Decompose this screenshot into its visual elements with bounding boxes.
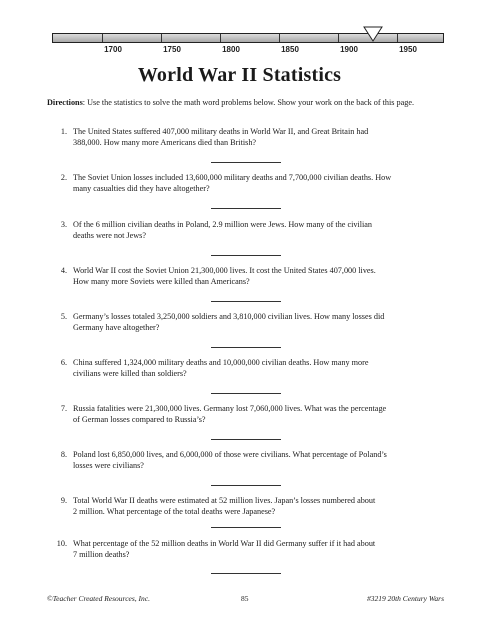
question-number: 1. bbox=[60, 127, 67, 136]
answer-line[interactable] bbox=[211, 255, 281, 256]
question-line: Germany’s losses totaled 3,250,000 soldiers and 3,810,000 civilian lives. How many losses did bbox=[73, 312, 385, 321]
question-line: many casualties did they have altogether? bbox=[73, 184, 210, 193]
question-text bbox=[73, 449, 453, 471]
question-line: China suffered 1,324,000 military deaths and 10,000,000 civilian deaths. How many more bbox=[73, 358, 369, 367]
question-number: 4. bbox=[60, 266, 67, 275]
answer-line[interactable] bbox=[211, 347, 281, 348]
directions bbox=[47, 97, 447, 108]
timeline-tick bbox=[102, 34, 103, 42]
directions-text: : Use the statistics to solve the math word problems below. Show your work on the back of this page. bbox=[82, 98, 415, 107]
question-text bbox=[73, 219, 453, 241]
question-number: 6. bbox=[60, 358, 67, 367]
question-line: How many more Soviets were killed than Americans? bbox=[73, 277, 250, 286]
answer-line[interactable] bbox=[211, 162, 281, 163]
question-number: 5. bbox=[60, 312, 67, 321]
question-line: civilians were killed than soldiers? bbox=[73, 369, 187, 378]
timeline-label: 1700 bbox=[104, 45, 122, 54]
answer-line[interactable] bbox=[211, 208, 281, 209]
footer-book-title: #3219 20th Century Wars bbox=[366, 594, 444, 603]
timeline-label: 1850 bbox=[281, 45, 299, 54]
question-line: 2 million. What percentage of the total deaths were Japanese? bbox=[73, 507, 276, 516]
question-number: 3. bbox=[60, 220, 67, 229]
timeline-tick bbox=[397, 34, 398, 42]
question-line: 388,000. How many more Americans died than British? bbox=[73, 138, 257, 147]
question-line: The United States suffered 407,000 military deaths in World War II, and Great Britain had bbox=[73, 127, 369, 136]
question-number: 9. bbox=[60, 496, 67, 505]
question-number: 7. bbox=[60, 404, 67, 413]
timeline-tick bbox=[220, 34, 221, 42]
question-line: Russia fatalities were 21,300,000 lives. Germany lost 7,060,000 lives. What was the percentage bbox=[73, 404, 387, 413]
question-text bbox=[73, 126, 453, 148]
footer-copyright: ©Teacher Created Resources, Inc. bbox=[47, 594, 150, 603]
answer-line[interactable] bbox=[211, 439, 281, 440]
timeline-label: 1750 bbox=[163, 45, 181, 54]
question-line: 7 million deaths? bbox=[73, 550, 130, 559]
question-line: What percentage of the 52 million deaths in World War II did Germany suffer if it had about bbox=[73, 539, 376, 548]
question-number: 10. bbox=[56, 539, 67, 548]
question-number: 8. bbox=[60, 450, 67, 459]
answer-line[interactable] bbox=[211, 393, 281, 394]
question-line: deaths were not Jews? bbox=[73, 231, 146, 240]
answer-line[interactable] bbox=[211, 485, 281, 486]
question-line: Total World War II deaths were estimated at 52 million lives. Japan’s losses numbered about bbox=[73, 496, 376, 505]
question-line: losses were civilians? bbox=[73, 461, 144, 470]
question-line: Of the 6 million civilian deaths in Poland, 2.9 million were Jews. How many of the civilian bbox=[73, 220, 373, 229]
directions-label: Directions bbox=[47, 98, 83, 107]
answer-line[interactable] bbox=[211, 527, 281, 528]
question-line: The Soviet Union losses included 13,600,000 military deaths and 7,700,000 civilian deaths. How bbox=[73, 173, 392, 182]
question-text bbox=[73, 311, 453, 333]
question-line: Poland lost 6,850,000 lives, and 6,000,000 of those were civilians. What percentage of Poland’s bbox=[73, 450, 387, 459]
timeline-tick bbox=[338, 34, 339, 42]
timeline-bar bbox=[52, 33, 444, 43]
question-text bbox=[73, 357, 453, 379]
question-number: 2. bbox=[60, 173, 67, 182]
question-text bbox=[73, 265, 453, 287]
answer-line[interactable] bbox=[211, 301, 281, 302]
question-line: Germany have altogether? bbox=[73, 323, 160, 332]
timeline-label: 1950 bbox=[399, 45, 417, 54]
page-title: World War II Statistics bbox=[137, 64, 342, 86]
question-text bbox=[73, 403, 453, 425]
timeline-marker-icon bbox=[363, 26, 383, 42]
answer-line[interactable] bbox=[211, 573, 281, 574]
timeline-label: 1900 bbox=[340, 45, 358, 54]
question-line: World War II cost the Soviet Union 21,300,000 lives. It cost the United States 407,000 lives. bbox=[73, 266, 376, 275]
question-text bbox=[73, 172, 453, 194]
question-text bbox=[73, 495, 453, 517]
question-line: of German losses compared to Russia’s? bbox=[73, 415, 206, 424]
timeline-tick bbox=[279, 34, 280, 42]
footer-page-number: 85 bbox=[241, 594, 249, 603]
question-text bbox=[73, 538, 453, 560]
timeline-tick bbox=[161, 34, 162, 42]
timeline-label: 1800 bbox=[222, 45, 240, 54]
